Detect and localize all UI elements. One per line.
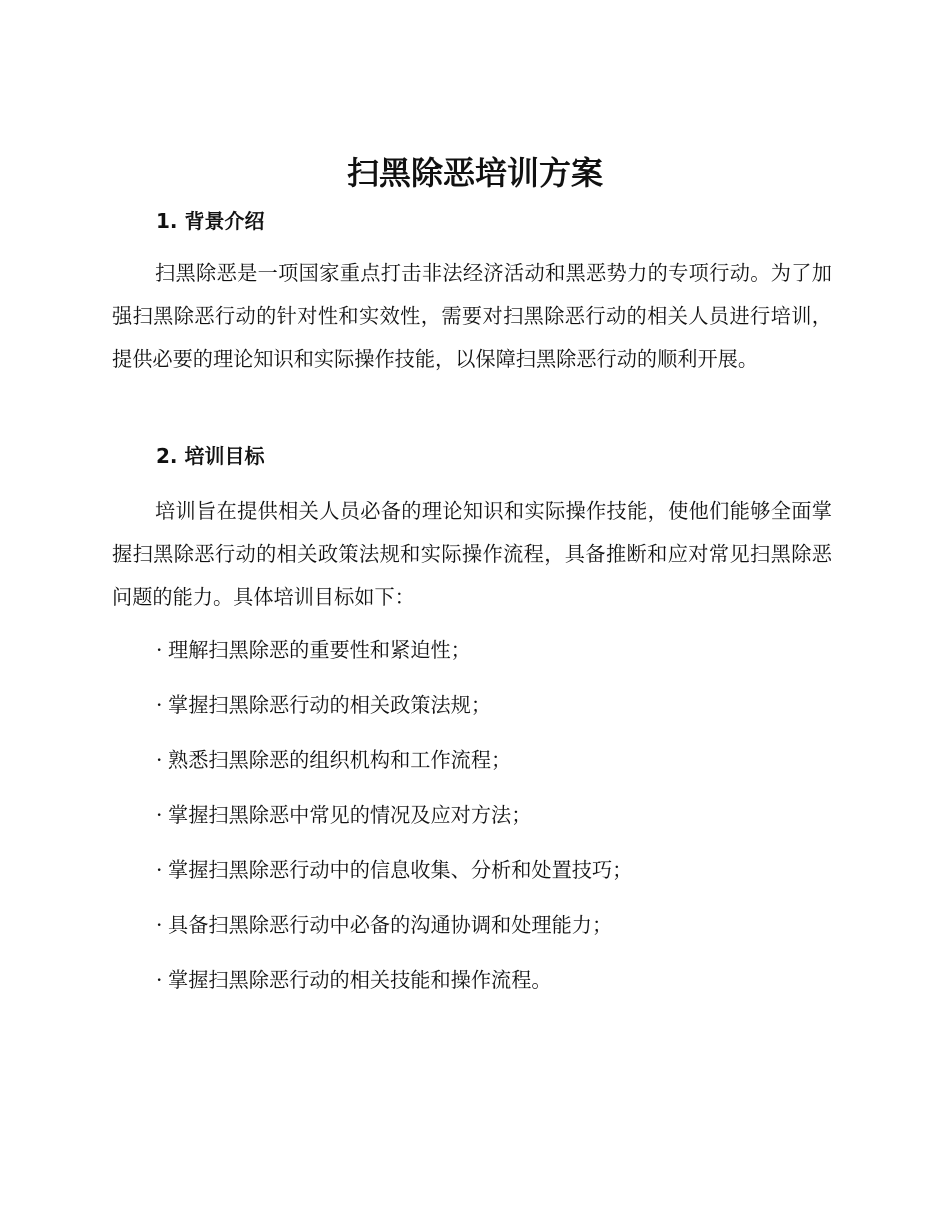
- list-item-text: 熟悉扫黑除恶的组织机构和工作流程；: [168, 748, 512, 772]
- bullet-icon: ·: [156, 858, 163, 882]
- section-heading-background: 1. 背景介绍: [156, 209, 265, 233]
- section-paragraph-goals: 培训旨在提供相关人员必备的理论知识和实际操作技能，使他们能够全面掌握扫黑除恶行动的相关政策法规和实际操作流程，具备推断和应对常见扫黑除恶问题的能力。具体培训目标如下：: [112, 499, 832, 609]
- bullet-icon: ·: [156, 968, 163, 992]
- goals-bullet-list: [156, 629, 846, 1014]
- list-item: [156, 904, 846, 959]
- bullet-icon: ·: [156, 693, 163, 717]
- list-item: [156, 629, 846, 684]
- list-item: [156, 794, 846, 849]
- bullet-icon: ·: [156, 748, 163, 772]
- document-title: 扫黑除恶培训方案: [346, 154, 603, 192]
- list-item-text: 掌握扫黑除恶行动中的信息收集、分析和处置技巧；: [168, 858, 633, 882]
- section-heading-goals: 2. 培训目标: [156, 444, 265, 468]
- list-item-text: 理解扫黑除恶的重要性和紧迫性；: [168, 638, 471, 662]
- bullet-icon: ·: [156, 913, 163, 937]
- list-item: [156, 684, 846, 739]
- bullet-icon: ·: [156, 638, 163, 662]
- list-item-text: 掌握扫黑除恶中常见的情况及应对方法；: [168, 803, 532, 827]
- list-item: [156, 849, 846, 904]
- list-item-text: 掌握扫黑除恶行动的相关政策法规；: [168, 693, 492, 717]
- bullet-icon: ·: [156, 803, 163, 827]
- list-item: [156, 739, 846, 794]
- list-item: [156, 959, 846, 1014]
- section-paragraph-background: 扫黑除恶是一项国家重点打击非法经济活动和黑恶势力的专项行动。为了加强扫黑除恶行动的针对性和实效性，需要对扫黑除恶行动的相关人员进行培训，提供必要的理论知识和实际操作技能，以保障扫黑除恶行动的顺利开展。: [112, 261, 832, 371]
- list-item-text: 掌握扫黑除恶行动的相关技能和操作流程。: [168, 968, 552, 992]
- list-item-text: 具备扫黑除恶行动中必备的沟通协调和处理能力；: [168, 913, 613, 937]
